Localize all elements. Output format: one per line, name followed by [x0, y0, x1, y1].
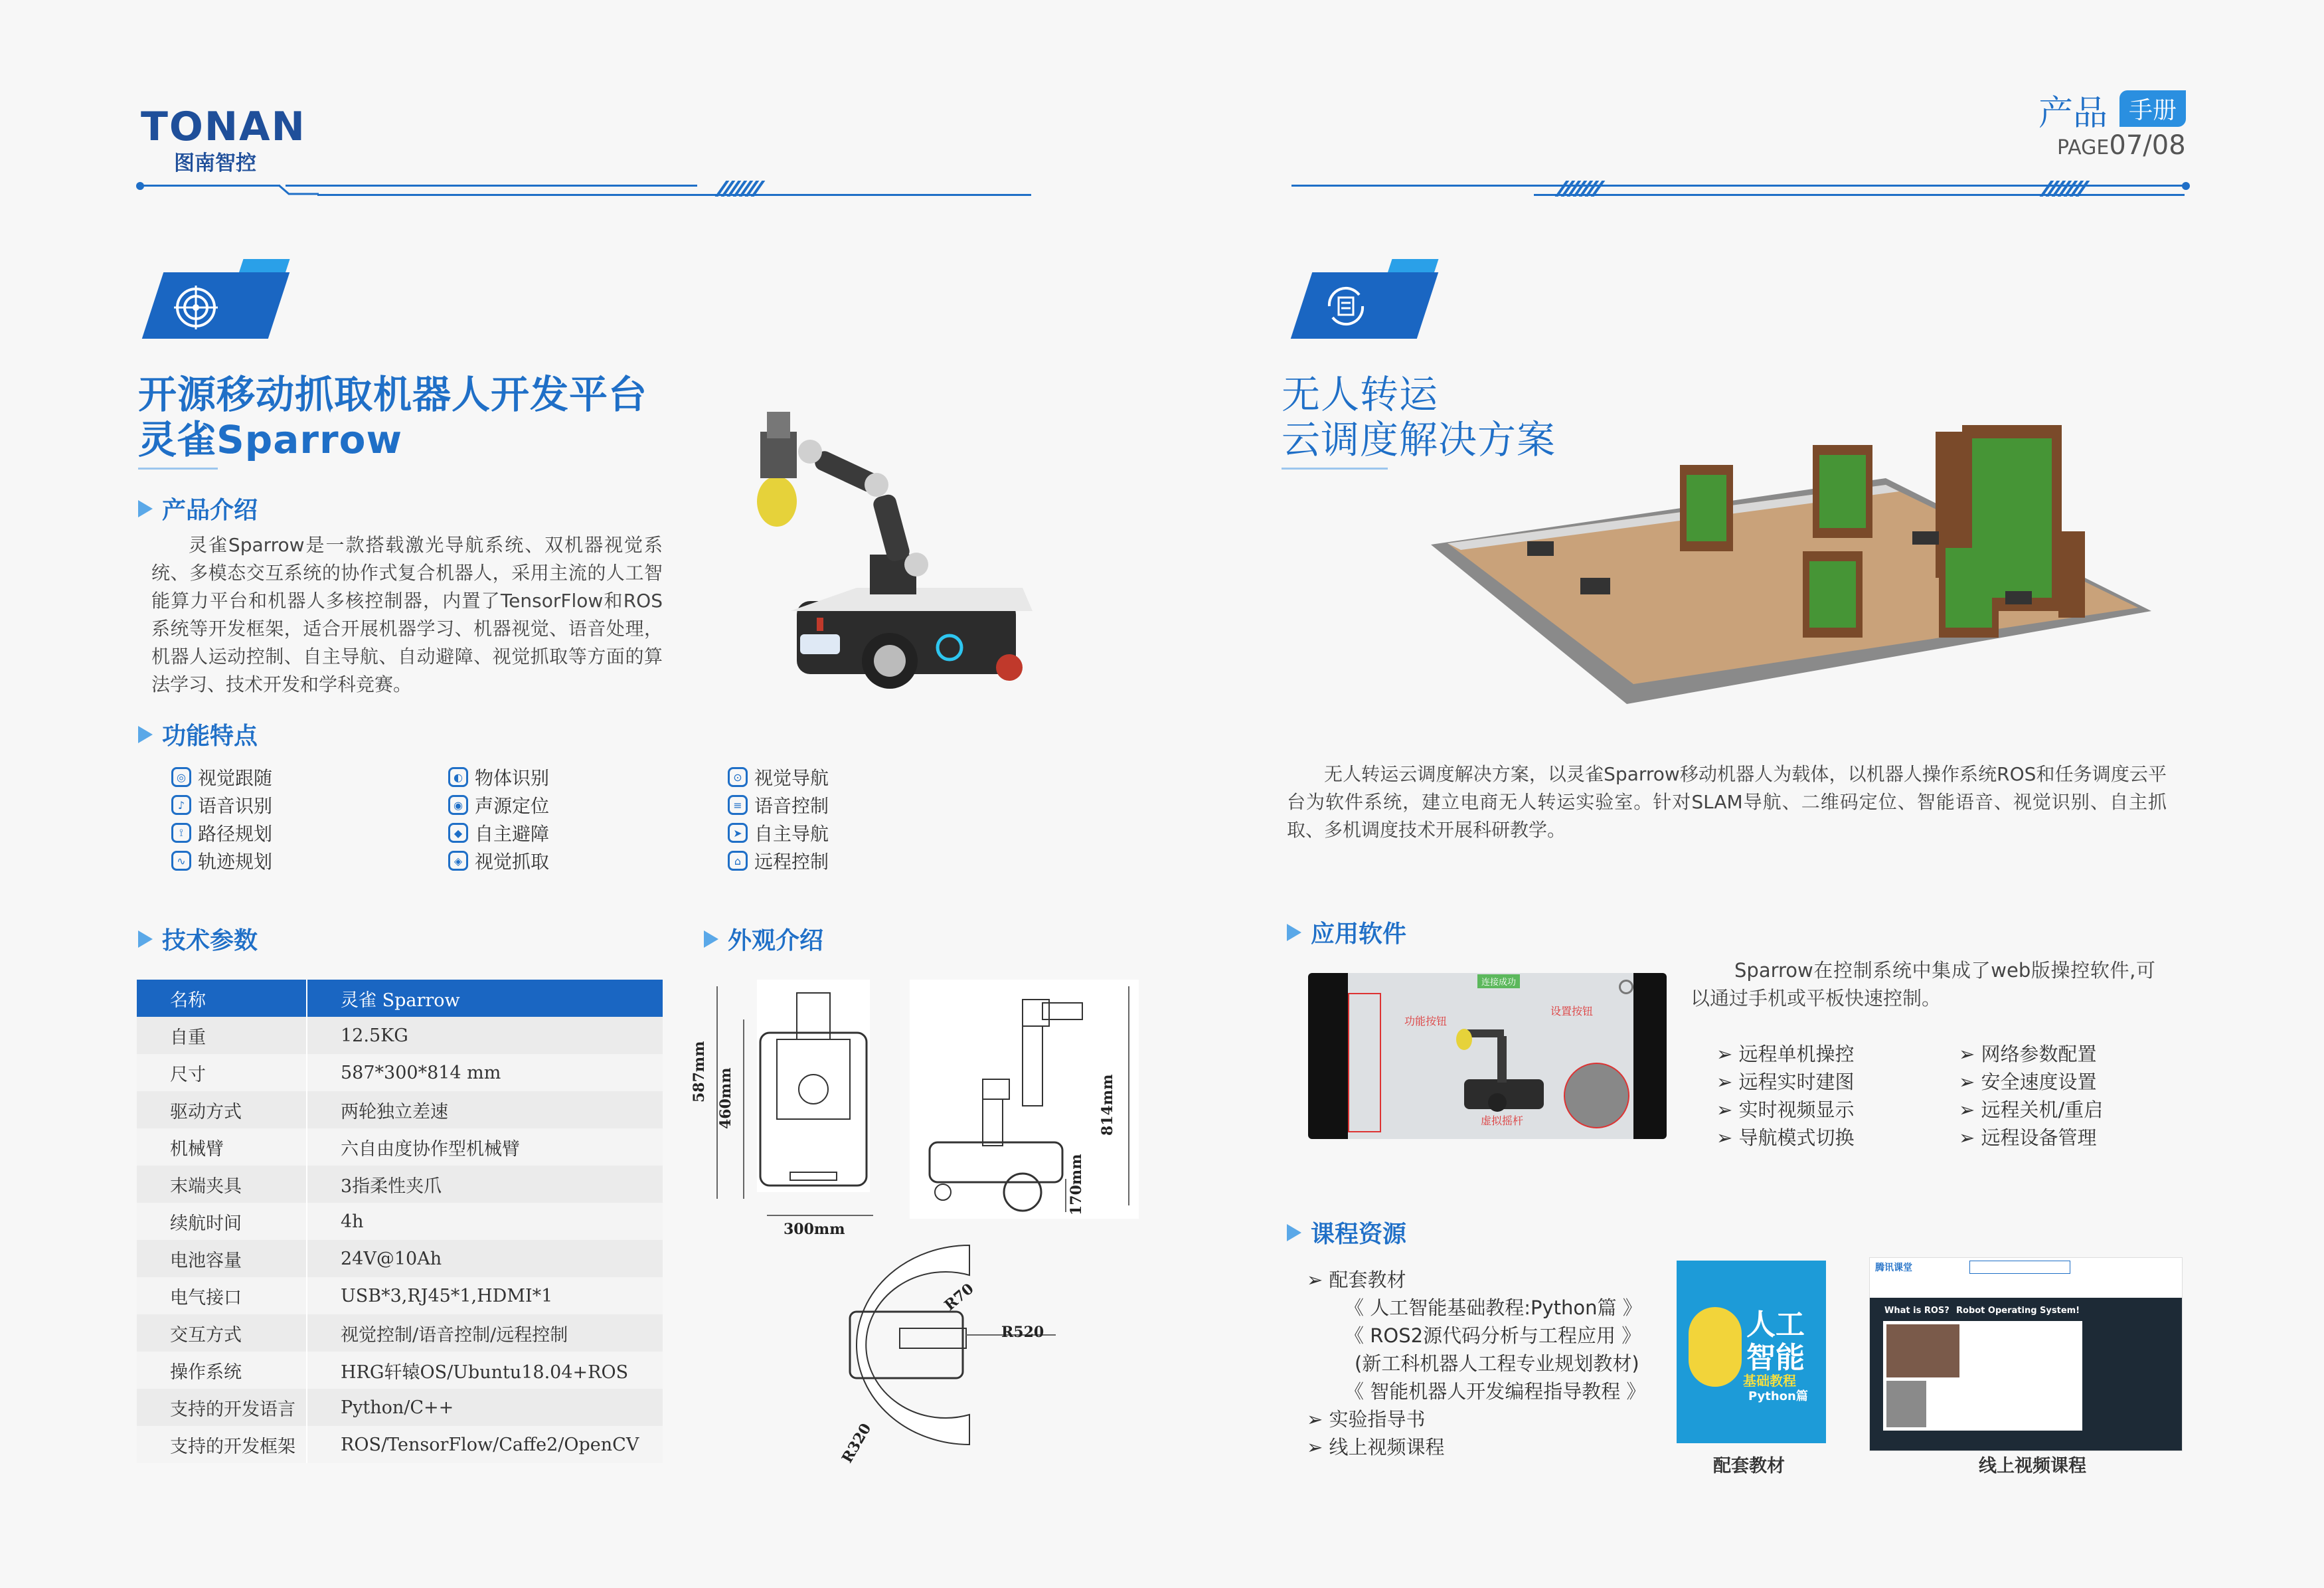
- spec-key: 名称: [137, 980, 307, 1017]
- list-item: ➢ 远程实时建图: [1716, 1071, 1855, 1093]
- right-title-line2: 云调度解决方案: [1282, 417, 1556, 462]
- software-screenshot: [1308, 973, 1667, 1139]
- table-row: [137, 980, 663, 1017]
- table-row: [137, 1091, 663, 1128]
- feature-item: ◉ 声源定位: [448, 792, 549, 818]
- spec-value: 六自由度协作型机械臂: [307, 1128, 663, 1166]
- header-right-dot: [2182, 182, 2190, 190]
- table-row: [137, 1128, 663, 1166]
- voice-control-icon: ≡: [728, 795, 748, 815]
- header-left-line-c: [286, 185, 697, 187]
- course-item: ➢ 配套教材: [1307, 1269, 1406, 1291]
- arrow-icon: [138, 930, 153, 948]
- dim-r520: R520: [1001, 1324, 1044, 1341]
- feature-item: ∿ 轨迹规划: [171, 847, 272, 874]
- spec-value: ROS/TensorFlow/Caffe2/OpenCV: [307, 1426, 663, 1463]
- feature-item: ⟟ 路径规划: [171, 820, 272, 846]
- video-caption: 线上视频课程: [1979, 1456, 2086, 1476]
- func-button-box: [1348, 993, 1381, 1132]
- visual-nav-icon: ⊙: [728, 767, 748, 787]
- video-search-bar: [1969, 1261, 2070, 1274]
- spec-value: 12.5KG: [307, 1017, 663, 1054]
- sparrow-robot-image: [737, 412, 1042, 691]
- page-num: 07/08: [2109, 130, 2186, 161]
- trajectory-icon: ∿: [171, 851, 191, 871]
- target-icon: [173, 284, 219, 331]
- dim-r320: R320: [838, 1420, 875, 1466]
- spec-value: 3指柔性夹爪: [307, 1166, 663, 1203]
- arrow-icon: [138, 500, 153, 517]
- book-title-2: 智能: [1746, 1341, 1805, 1375]
- spec-value: 视觉控制/语音控制/远程控制: [307, 1314, 663, 1352]
- dim-814: 814mm: [1099, 1074, 1116, 1136]
- table-row: [137, 1426, 663, 1463]
- right-title-underline: [1282, 468, 1388, 470]
- arrow-icon: [1287, 1224, 1301, 1241]
- list-item: ➢ 导航模式切换: [1716, 1126, 1855, 1149]
- feature-item: ➤ 自主导航: [728, 820, 829, 846]
- video-photo: [1886, 1381, 1926, 1427]
- spec-key: 机械臂: [137, 1128, 307, 1166]
- page-prefix: PAGE: [2057, 136, 2110, 159]
- spec-key: 支持的开发框架: [137, 1426, 307, 1463]
- spec-value: USB*3,RJ45*1,HDMI*1: [307, 1277, 663, 1314]
- spec-key: 续航时间: [137, 1203, 307, 1240]
- table-row: [137, 1277, 663, 1314]
- header-product-label: 产品: [2038, 94, 2108, 133]
- header-left-line-b: [317, 194, 1031, 196]
- header-right-slashes-b: [2045, 181, 2084, 197]
- header-right-line-b: [1534, 194, 2185, 196]
- header-manual-badge: 手册: [2119, 90, 2186, 127]
- video-photo: [1886, 1324, 1959, 1377]
- settings-gear-icon: [1619, 980, 1633, 994]
- top-view-drawing: [837, 1242, 1062, 1455]
- left-title-line1: 开源移动抓取机器人开发平台: [138, 372, 648, 417]
- table-row: [137, 1054, 663, 1091]
- spec-value: HRG轩辕OS/Ubuntu18.04+ROS: [307, 1352, 663, 1389]
- table-row: [137, 1314, 663, 1352]
- spec-key: 自重: [137, 1017, 307, 1054]
- arrow-icon: [704, 930, 718, 948]
- spec-key: 电池容量: [137, 1240, 307, 1277]
- left-title-line2: 灵雀Sparrow: [138, 417, 403, 462]
- course-book: (新工科机器人工程专业规划教材): [1355, 1352, 1639, 1375]
- spec-key: 尺寸: [137, 1054, 307, 1091]
- right-section-badge: [1288, 259, 1434, 345]
- video-subtitle: Robot Operating System!: [1956, 1306, 2080, 1316]
- appearance-heading: 外观介绍: [704, 922, 823, 956]
- left-title: [138, 372, 647, 462]
- list-item: ➢ 网络参数配置: [1959, 1043, 2097, 1065]
- page-number: [2057, 130, 2186, 161]
- software-desc: Sparrow在控制系统中集成了web版操控软件,可以通过手机或平板快速控制。: [1691, 959, 2155, 1010]
- list-item: ➢ 远程单机操控: [1716, 1043, 1855, 1065]
- feature-item: ◆ 自主避障: [448, 820, 549, 846]
- list-item: ➢ 实时视频显示: [1716, 1099, 1855, 1121]
- video-site-brand: 腾讯课堂: [1875, 1263, 1912, 1273]
- cloud-dispatch-icon: [1323, 283, 1369, 329]
- list-item: ➢ 远程关机/重启: [1959, 1099, 2104, 1121]
- software-heading: 应用软件: [1287, 915, 1406, 949]
- logo-subtitle: 图南智控: [174, 151, 256, 175]
- solution-desc: 无人转运云调度解决方案，以灵雀Sparrow移动机器人为载体，以机器人操作系统ROS和任务调度云平台为软件系统，建立电商无人转运实验室。针对SLAM导航、二维码定位、智能语音、视觉识别、自主抓取、多机调度技术开展科研教学。: [1287, 763, 2167, 841]
- feature-item: ⊙ 视觉导航: [728, 764, 829, 790]
- spec-key: 末端夹具: [137, 1166, 307, 1203]
- visual-grab-icon: ◈: [448, 851, 468, 871]
- header-right-slashes-a: [1560, 181, 1600, 197]
- book-title-3: 基础教程: [1743, 1373, 1796, 1389]
- arrow-icon: [1287, 924, 1301, 941]
- specs-heading: 技术参数: [138, 922, 258, 956]
- brand-logo: [141, 104, 306, 176]
- visual-follow-icon: ◎: [171, 767, 191, 787]
- sound-location-icon: ◉: [448, 795, 468, 815]
- book-title-4: Python篇: [1748, 1389, 1808, 1403]
- dim-587: 587mm: [691, 1041, 708, 1103]
- spec-value: 587*300*814 mm: [307, 1054, 663, 1091]
- features-heading: 功能特点: [138, 717, 258, 751]
- spec-value: 两轮独立差速: [307, 1091, 663, 1128]
- spec-key: 操作系统: [137, 1352, 307, 1389]
- dim-460: 460mm: [717, 1067, 734, 1129]
- table-row: [137, 1389, 663, 1426]
- joystick-label: 虚拟摇杆: [1481, 1114, 1524, 1127]
- course-book: 《 ROS2源代码分析与工程应用 》: [1345, 1324, 1641, 1347]
- table-row: [137, 1240, 663, 1277]
- table-row: [137, 1203, 663, 1240]
- video-title: What is ROS?: [1884, 1306, 1950, 1316]
- warehouse-scene-image: [1421, 392, 2151, 704]
- path-plan-icon: ⟟: [171, 823, 191, 843]
- auto-nav-icon: ➤: [728, 823, 748, 843]
- course-book: 《 人工智能基础教程:Python篇 》: [1345, 1296, 1642, 1319]
- spec-key: 支持的开发语言: [137, 1389, 307, 1426]
- object-recognition-icon: ◐: [448, 767, 468, 787]
- status-badge: 连接成功: [1477, 974, 1520, 988]
- video-player: [1870, 1298, 2182, 1451]
- spec-key: 驱动方式: [137, 1091, 307, 1128]
- feature-item: ≡ 语音控制: [728, 792, 829, 818]
- remote-control-icon: ⌂: [728, 851, 748, 871]
- book-caption: 配套教材: [1713, 1456, 1785, 1476]
- course-heading: 课程资源: [1287, 1215, 1406, 1249]
- feature-item: ◎ 视觉跟随: [171, 764, 272, 790]
- left-section-badge: [139, 259, 286, 345]
- spec-value: Python/C++: [307, 1389, 663, 1426]
- book-title-1: 人工: [1746, 1308, 1805, 1342]
- dim-300: 300mm: [784, 1221, 845, 1238]
- textbook-cover-image: [1677, 1261, 1826, 1443]
- book-mascot-icon: [1689, 1307, 1742, 1387]
- header-left-slashes: [720, 181, 760, 197]
- feature-item: ♪ 语音识别: [171, 792, 272, 818]
- logo-text: TONAN: [141, 104, 306, 150]
- course-item: ➢ 线上视频课程: [1307, 1436, 1445, 1458]
- feature-item: ⌂ 远程控制: [728, 847, 829, 874]
- voice-recognition-icon: ♪: [171, 795, 191, 815]
- mini-robot-icon: [1451, 1003, 1550, 1112]
- list-item: ➢ 远程设备管理: [1959, 1126, 2097, 1149]
- spec-table: [137, 980, 663, 1463]
- intro-heading: 产品介绍: [138, 491, 258, 525]
- header-left-line-a: [141, 185, 280, 187]
- course-book: 《 智能机器人开发编程指导教程 》: [1345, 1380, 1646, 1403]
- feature-item: ◈ 视觉抓取: [448, 847, 549, 874]
- video-course-image: [1869, 1257, 2183, 1451]
- table-row: [137, 1017, 663, 1054]
- spec-key: 电气接口: [137, 1277, 307, 1314]
- course-item: ➢ 实验指导书: [1307, 1408, 1426, 1431]
- dim-r70: R70: [941, 1280, 977, 1314]
- obstacle-avoid-icon: ◆: [448, 823, 468, 843]
- feature-item: ◐ 物体识别: [448, 764, 549, 790]
- settings-button-label: 设置按钮: [1550, 1005, 1594, 1017]
- spec-value: 24V@10Ah: [307, 1240, 663, 1277]
- joystick-icon: [1564, 1063, 1629, 1128]
- table-row: [137, 1352, 663, 1389]
- spec-value: 灵雀 Sparrow: [307, 980, 663, 1017]
- table-row: [137, 1166, 663, 1203]
- arrow-icon: [138, 726, 153, 743]
- dim-170: 170mm: [1068, 1154, 1085, 1215]
- left-title-underline: [138, 468, 218, 470]
- spec-key: 交互方式: [137, 1314, 307, 1352]
- spec-value: 4h: [307, 1203, 663, 1240]
- intro-text: 灵雀Sparrow是一款搭载激光导航系统、双机器视觉系统、多模态交互系统的协作式复合机器人，采用主流的人工智能算力平台和机器人多核控制器，内置了TensorFlow和ROS系统等开发框架，适合开展机器学习、机器视觉、语音处理，机器人运动控制、自主导航、自动避障、视觉抓取等方面的算法学习、技术开发和学科竞赛。: [151, 534, 663, 695]
- right-title-line1: 无人转运: [1282, 372, 1439, 417]
- list-item: ➢ 安全速度设置: [1959, 1071, 2097, 1093]
- func-button-label: 功能按钮: [1404, 1015, 1448, 1027]
